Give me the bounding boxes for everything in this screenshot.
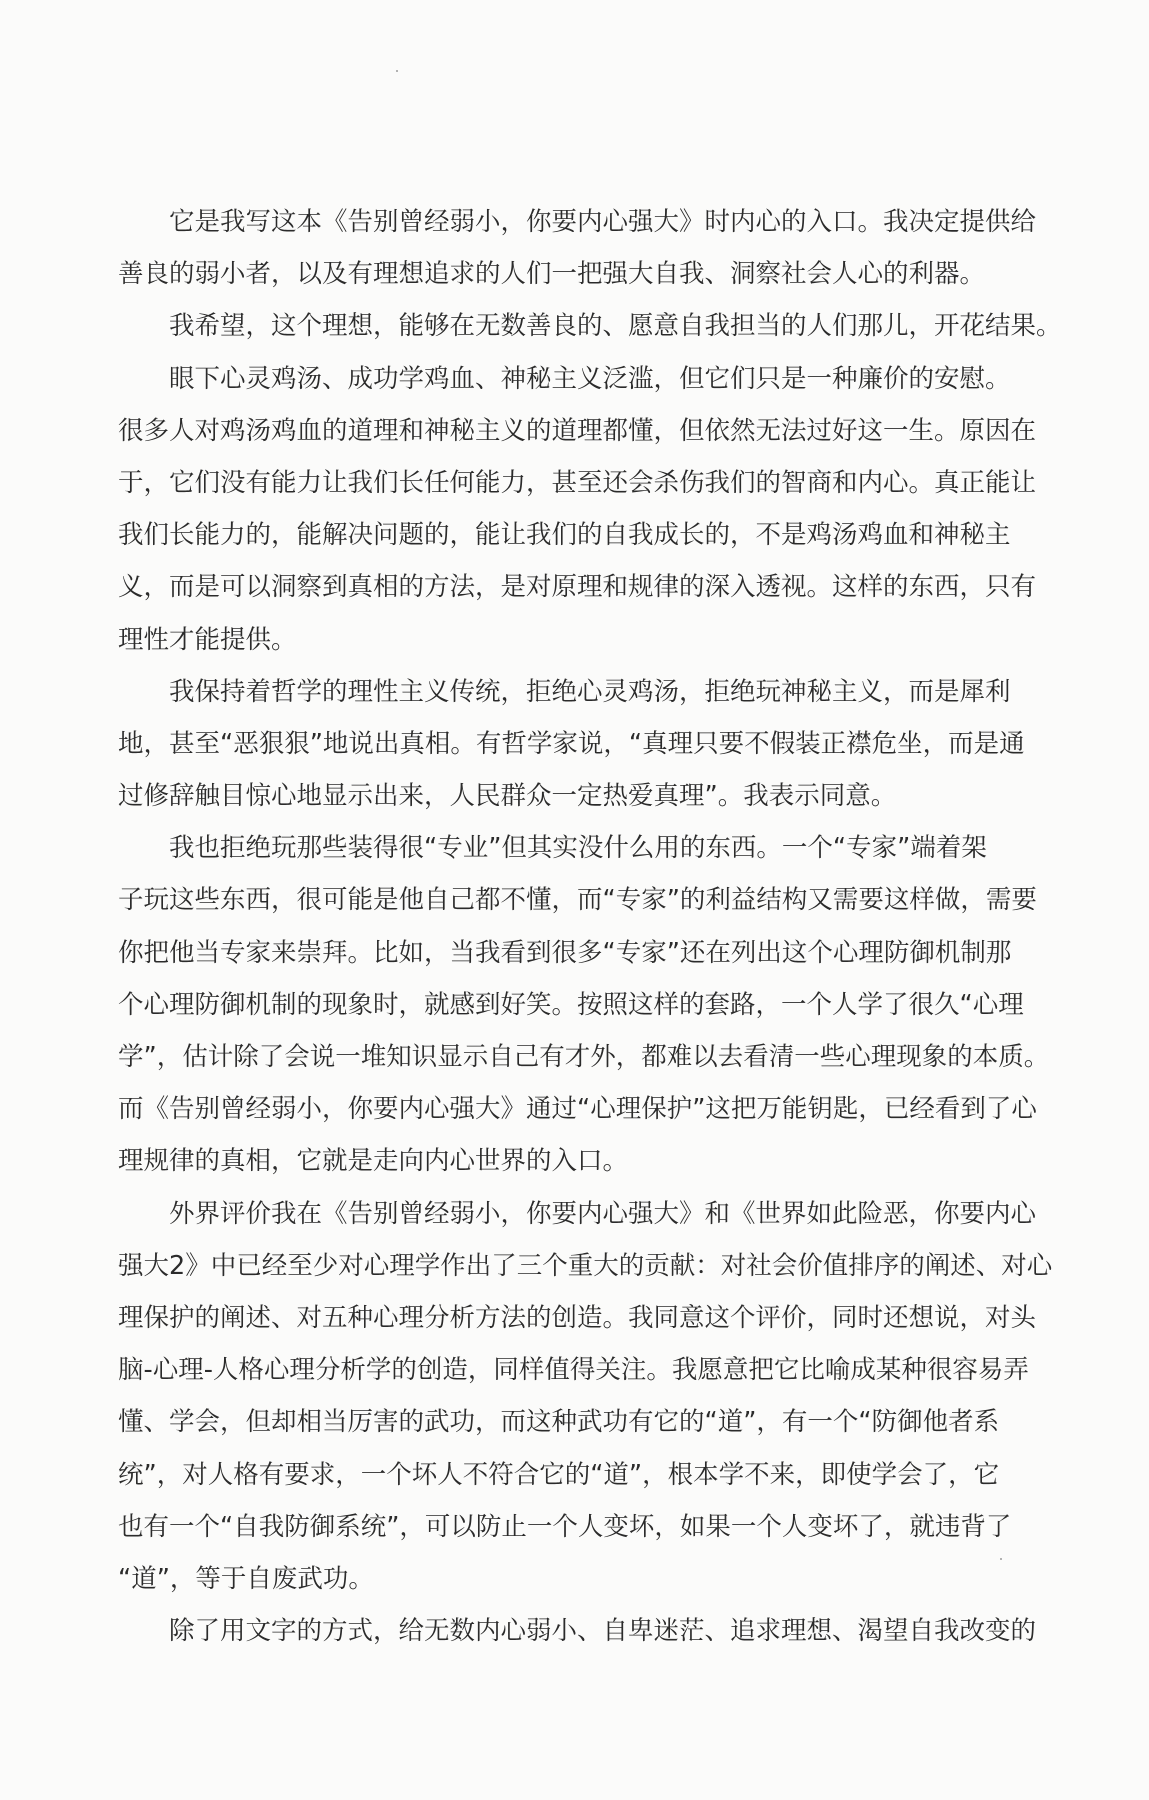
text-line: 善良的弱小者，以及有理想追求的人们一把强大自我、洞察社会人心的利器。 (118, 259, 986, 290)
text-line: 理性才能提供。 (118, 624, 297, 655)
text-line: 除了用文字的方式，给无数内心弱小、自卑迷茫、追求理想、渴望自我改变的 (169, 1616, 1037, 1647)
text-line: 于，它们没有能力让我们长任何能力，甚至还会杀伤我们的智商和内心。真正能让 (118, 467, 1037, 498)
text-line: 它是我写这本《告别曾经弱小，你要内心强大》时内心的入口。我决定提供给 (169, 207, 1037, 237)
text-line: 也有一个“自我防御系统”，可以防止一个人变坏，如果一个人变坏了，就违背了 (118, 1511, 1012, 1542)
scan-speck (1000, 1558, 1002, 1560)
text-line: “道”，等于自废武功。 (118, 1563, 374, 1594)
text-line: 统”，对人格有要求，一个坏人不符合它的“道”，根本学不来，即使学会了，它 (118, 1459, 1000, 1490)
text-line: 理保护的阐述、对五种心理分析方法的创造。我同意这个评价，同时还想说，对头 (118, 1302, 1037, 1333)
body-text (118, 196, 1103, 1657)
text-line: 我希望，这个理想，能够在无数善良的、愿意自我担当的人们那儿，开花结果。 (169, 311, 1062, 342)
text-line: 学”，估计除了会说一堆知识显示自己有才外，都难以去看清一些心理现象的本质。 (118, 1042, 1050, 1072)
text-line: 脑-心理-人格心理分析学的创造，同样值得关注。我愿意把它比喻成某种很容易弄 (118, 1355, 1029, 1386)
text-line: 过修辞触目惊心地显示出来，人民群众一定热爱真理”。我表示同意。 (118, 781, 897, 812)
text-line: 很多人对鸡汤鸡血的道理和神秘主义的道理都懂，但依然无法过好这一生。原因在 (118, 415, 1037, 446)
text-line: 外界评价我在《告别曾经弱小，你要内心强大》和《世界如此险恶，你要内心 (169, 1198, 1037, 1229)
text-line: 子玩这些东西，很可能是他自己都不懂，而“专家”的利益结构又需要这样做，需要 (118, 885, 1037, 916)
text-line: 懂、学会，但却相当厉害的武功，而这种武功有它的“道”，有一个“防御他者系 (118, 1407, 1000, 1438)
text-line: 你把他当专家来崇拜。比如，当我看到很多“专家”还在列出这个心理防御机制那 (118, 937, 1012, 968)
text-line: 眼下心灵鸡汤、成功学鸡血、神秘主义泛滥，但它们只是一种廉价的安慰。 (169, 363, 1011, 394)
text-line: 理规律的真相，它就是走向内心世界的入口。 (118, 1146, 629, 1177)
text-line: 个心理防御机制的现象时，就感到好笑。按照这样的套路，一个人学了很久“心理 (118, 989, 1024, 1020)
text-line: 义，而是可以洞察到真相的方法，是对原理和规律的深入透视。这样的东西，只有 (118, 572, 1037, 603)
text-line: 我们长能力的，能解决问题的，能让我们的自我成长的，不是鸡汤鸡血和神秘主 (118, 520, 1011, 551)
text-line: 地，甚至“恶狠狠”地说出真相。有哲学家说，“真理只要不假装正襟危坐，而是通 (118, 728, 1025, 759)
scan-speck (396, 70, 398, 72)
text-line: 强大2》中已经至少对心理学作出了三个重大的贡献：对社会价值排序的阐述、对心 (118, 1250, 1053, 1281)
text-line: 我保持着哲学的理性主义传统，拒绝心灵鸡汤，拒绝玩神秘主义，而是犀利 (169, 676, 1011, 707)
text-line: 而《告别曾经弱小，你要内心强大》通过“心理保护”这把万能钥匙，已经看到了心 (118, 1094, 1037, 1125)
text-line: 我也拒绝玩那些装得很“专业”但其实没什么用的东西。一个“专家”端着架 (169, 833, 987, 864)
